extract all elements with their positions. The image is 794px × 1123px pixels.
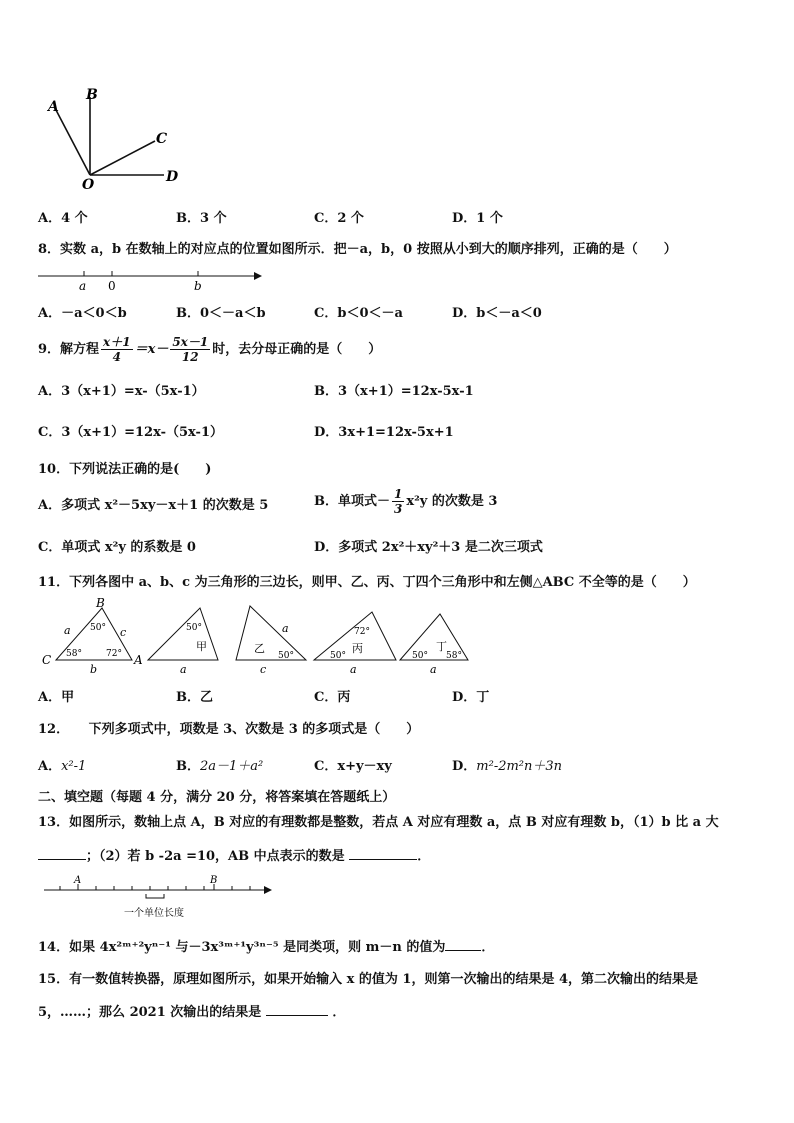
q12-option-c: C．x+y－xy (314, 759, 392, 774)
q8-option-b: B．0＜－a＜b (176, 306, 266, 321)
q11-ref-angA: 72° (106, 649, 122, 659)
q11-ref-C: C (42, 653, 52, 667)
section-2-heading: 二、填空题（每题 4 分，满分 20 分，将答案填在答题纸上） (38, 790, 396, 805)
q8-option-c: C．b＜0＜－a (314, 306, 403, 321)
q8-stem: 8．实数 a，b 在数轴上的对应点的位置如图所示．把－a，b，0 按照从小到大的顺序排列，正确的是（ ） (38, 242, 677, 257)
q7-label-O: O (82, 177, 95, 193)
q14-blank[interactable] (445, 950, 481, 951)
q11-t4-name: 丁 (436, 640, 447, 653)
q10-stem: 10．下列说法正确的是( ) (38, 462, 212, 477)
q11-t2-side-c: c (260, 663, 267, 676)
q12-option-a: A．x²-1 (38, 759, 87, 774)
q8-label-0: 0 (108, 279, 116, 293)
q8-label-a: a (79, 279, 87, 293)
q7-option-c: C．2 个 (314, 211, 364, 226)
q11-triangles-figure (38, 596, 478, 676)
q12-stem: 12． 下列多项式中，项数是 3、次数是 3 的多项式是（ ） (38, 722, 420, 737)
q8-label-b: b (194, 279, 202, 293)
q9-fraction-1: $\frac{x+1}{4}$ (103, 335, 131, 364)
q13-line2: ；（2）若 b -2a =10，AB 中点表示的数是 ． (38, 845, 430, 864)
q11-t4-angle2: 58° (446, 651, 462, 661)
q12-option-d: D．m²-2m²n＋3n (452, 759, 563, 774)
q11-option-b: B．乙 (176, 690, 214, 705)
q10-option-b: B．单项式－ $\frac{1}{3}$ x²y 的次数是 3 (314, 487, 498, 516)
q11-t2-side-a: a (282, 622, 289, 635)
q7-label-B: B (86, 87, 98, 103)
q15-blank[interactable] (266, 1015, 328, 1016)
q11-t3-name: 丙 (352, 642, 363, 655)
q11-t1-side-a: a (180, 663, 187, 676)
q7-label-D: D (166, 169, 179, 185)
q11-t1-name: 甲 (196, 640, 207, 653)
q10-fraction: $\frac{1}{3}$ (394, 487, 403, 516)
q9-option-b: B．3（x+1）=12x-5x-1 (314, 384, 474, 399)
q13-blank-2[interactable] (349, 859, 417, 860)
q11-t2-angle: 50° (278, 651, 294, 661)
q13-axis-B: B (210, 875, 218, 886)
q11-ref-A: A (134, 653, 143, 667)
q8-option-d: D．b＜－a＜0 (452, 306, 542, 321)
q10-option-d: D．多项式 2x²＋xy²＋3 是二次三项式 (314, 540, 543, 555)
q7-option-d: D．1 个 (452, 211, 503, 226)
q10-option-a: A．多项式 x²－5xy－x＋1 的次数是 5 (38, 498, 269, 513)
q13-blank-1[interactable] (38, 859, 86, 860)
q14-text: 14．如果 4x²ᵐ⁺²yⁿ⁻¹ 与－3x³ᵐ⁺¹y³ⁿ⁻⁵ 是同类项，则 m－n 的值为 ． (38, 940, 495, 955)
q7-option-b: B．3 个 (176, 211, 227, 226)
q11-t2-name: 乙 (254, 642, 265, 655)
q13-line1: 13．如图所示，数轴上点 A，B 对应的有理数都是整数，若点 A 对应有理数 a，点 B 对应有理数 b，（1）b 比 a 大 (38, 815, 719, 830)
q15-line2: 5，……；那么 2021 次输出的结果是 ． (38, 1005, 346, 1020)
q11-t3-angle1: 72° (354, 627, 370, 637)
q12-option-b: B．2a－1＋a² (176, 759, 264, 774)
q8-option-a: A．－a＜0＜b (38, 306, 127, 321)
q7-angle-figure (40, 85, 190, 195)
q11-stem: 11．下列各图中 a、b、c 为三角形的三边长，则甲、乙、丙、丁四个三角形中和左侧△ABC 不全等的是（ ） (38, 575, 696, 590)
q11-option-a: A．甲 (38, 690, 75, 705)
q11-ref-c: c (120, 626, 127, 639)
q9-option-c: C．3（x+1）=12x-（5x-1） (38, 425, 224, 440)
q11-ref-b: b (90, 663, 98, 676)
q13-unit-label: 一个单位长度 (124, 908, 184, 919)
q13-axis-A: A (74, 875, 82, 886)
q9-option-a: A．3（x+1）=x-（5x-1） (38, 384, 205, 399)
q10-option-c: C．单项式 x²y 的系数是 0 (38, 540, 196, 555)
q11-ref-angB: 50° (90, 623, 106, 633)
q7-label-A: A (48, 99, 59, 115)
q7-option-a: A．4 个 (38, 211, 88, 226)
q11-ref-a: a (64, 624, 71, 637)
q9-stem: 9．解方程 $\frac{x+1}{4}$ ＝x－ $\frac{5x-1}{12}$ 时，去分母正确的是（ ） (38, 335, 382, 364)
q11-t1-angle: 50° (186, 623, 202, 633)
q15-line1: 15．有一数值转换器，原理如图所示，如果开始输入 x 的值为 1，则第一次输出的结果是 4，第二次输出的结果是 (38, 972, 699, 987)
q11-t4-angle1: 50° (412, 651, 428, 661)
q11-option-d: D．丁 (452, 690, 490, 705)
q11-t3-side-a: a (350, 663, 357, 676)
q7-label-C: C (156, 131, 168, 147)
q11-ref-angC: 58° (66, 649, 82, 659)
q11-option-c: C．丙 (314, 690, 351, 705)
q8-number-line (36, 265, 266, 293)
q9-option-d: D．3x+1=12x-5x+1 (314, 425, 454, 440)
q13-number-line (42, 872, 278, 926)
q9-fraction-2: $\frac{5x-1}{12}$ (172, 335, 209, 364)
q11-t3-angle2: 50° (330, 651, 346, 661)
q11-ref-B: B (96, 596, 105, 610)
q11-t4-side-a: a (430, 663, 437, 676)
